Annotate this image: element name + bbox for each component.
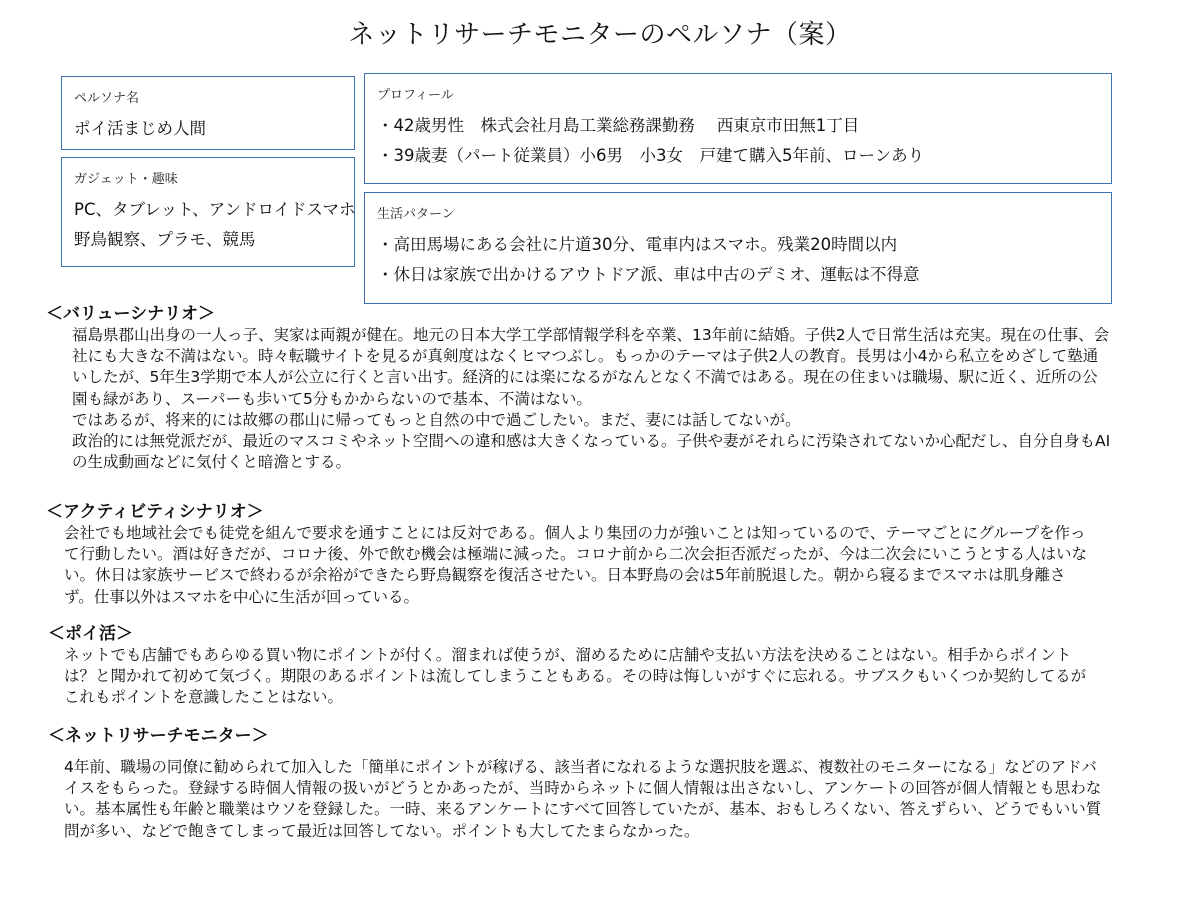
profile-line: ・42歳男性 株式会社月島工業総務課勤務 西東京市田無1丁目 <box>377 116 860 135</box>
activity-scenario-section <box>0 501 1200 608</box>
net-research-monitor-heading: ＜ネットリサーチモニター＞ <box>48 726 269 746</box>
value-scenario-paragraph: ではあるが、将来的には故郷の郡山に帰ってもっと自然の中で過ごしたい。まだ、妻には話してないが。 <box>72 410 801 429</box>
value-scenario-paragraph: 福島県郡山出身の一人っ子、実家は両親が健在。地元の日本大学工学部情報学科を卒業、13年前に結婚。子供2人で日常生活は充実。現在の仕事、会社にも大きな不満はない。時々転職サイトを見るが真剣度はなくヒマつぶし。もっかのテーマは子供2人の教育。長男は小4から私立をめざして塾通いしたが、5年生3学期で本人が公立に行くと言い出す。経済的には楽になるがなんとなく不満ではある。現在の住まいは職場、駅に近く、近所の公園も緑があり、スーパーも歩いて5分もかからないので基本、不満はない。 <box>72 326 1110 408</box>
profile-line: ・39歳妻（パート従業員）小6男 小3女 戸建て購入5年前、ローンあり <box>377 146 925 165</box>
poikatsu-section <box>0 623 1200 709</box>
life-pattern-line: ・休日は家族で出かけるアウトドア派、車は中古のデミオ、運転は不得意 <box>377 265 920 284</box>
persona-name-value: ポイ活まじめ人間 <box>74 119 206 138</box>
profile-label: プロフィール <box>377 88 454 103</box>
persona-name-box <box>61 76 355 150</box>
activity-scenario-heading: ＜アクティビティシナリオ＞ <box>46 502 264 522</box>
page-title: ネットリサーチモニターのペルソナ（案） <box>348 20 852 50</box>
value-scenario-paragraph: 政治的には無党派だが、最近のマスコミやネット空間への違和感は大きくなっている。子供や妻がそれらに汚染されてないか心配だし、自分自身もAIの生成動画などに気付くと暗澹とする。 <box>72 432 1111 472</box>
gadget-hobby-label: ガジェット・趣味 <box>74 172 178 187</box>
life-pattern-label: 生活パターン <box>377 207 455 222</box>
value-scenario-heading: ＜バリューシナリオ＞ <box>46 304 215 324</box>
persona-name-label: ペルソナ名 <box>74 91 140 106</box>
activity-scenario-paragraph: 会社でも地域社会でも徒党を組んで要求を通すことには反対である。個人より集団の力が強いことは知っているので、テーマごとにグループを作って行動したい。酒は好きだが、コロナ後、外で飲む機会は極端に減った。コロナ前から二次会拒否派だったが、今は二次会にいこうとする人はいない。休日は家族サービスで終わるが余裕ができたら野鳥観察を復活させたい。日本野鳥の会は5年前脱退した。朝から寝るまでスマホは肌身離さず。仕事以外はスマホを中心に生活が回っている。 <box>64 524 1088 606</box>
net-research-monitor-paragraph: 4年前、職場の同僚に勧められて加入した「簡単にポイントが稼げる、該当者になれるような選択肢を選ぶ、複数社のモニターになる」などのアドバイスをもらった。登録する時個人情報の扱いがどうとかあったが、当時からネットに個人情報は出さないし、アンケートの回答が個人情報とも思わない。基本属性も年齢と職業はウソを登録した。一時、来るアンケートにすべて回答していたが、基本、おもしろくない、答えずらい、どうでもいい質問が多い、などで飽きてしまって最近は回答してない。ポイントも大してたまらなかった。 <box>64 758 1102 840</box>
profile-box <box>364 73 1112 184</box>
gadget-hobby-line: PC、タブレット、アンドロイドスマホ <box>74 200 356 219</box>
life-pattern-line: ・高田馬場にある会社に片道30分、電車内はスマホ。残業20時間以内 <box>377 235 898 254</box>
poikatsu-heading: ＜ポイ活＞ <box>48 624 133 644</box>
value-scenario-section <box>0 303 1200 473</box>
gadget-hobby-box <box>61 157 355 267</box>
poikatsu-paragraph: ネットでも店舗でもあらゆる買い物にポイントが付く。溜まれば使うが、溜めるために店舗や支払い方法を決めることはない。相手からポイントは？と聞かれて初めて気づく。期限のあるポイントは流してしまうこともある。その時は悔しいがすぐに忘れる。サブスクもいくつか契約してるがこれもポイントを意識したことはない。 <box>64 646 1087 707</box>
life-pattern-box <box>364 192 1112 304</box>
net-research-monitor-section <box>0 725 1200 842</box>
gadget-hobby-line: 野鳥観察、プラモ、競馬 <box>74 230 256 249</box>
